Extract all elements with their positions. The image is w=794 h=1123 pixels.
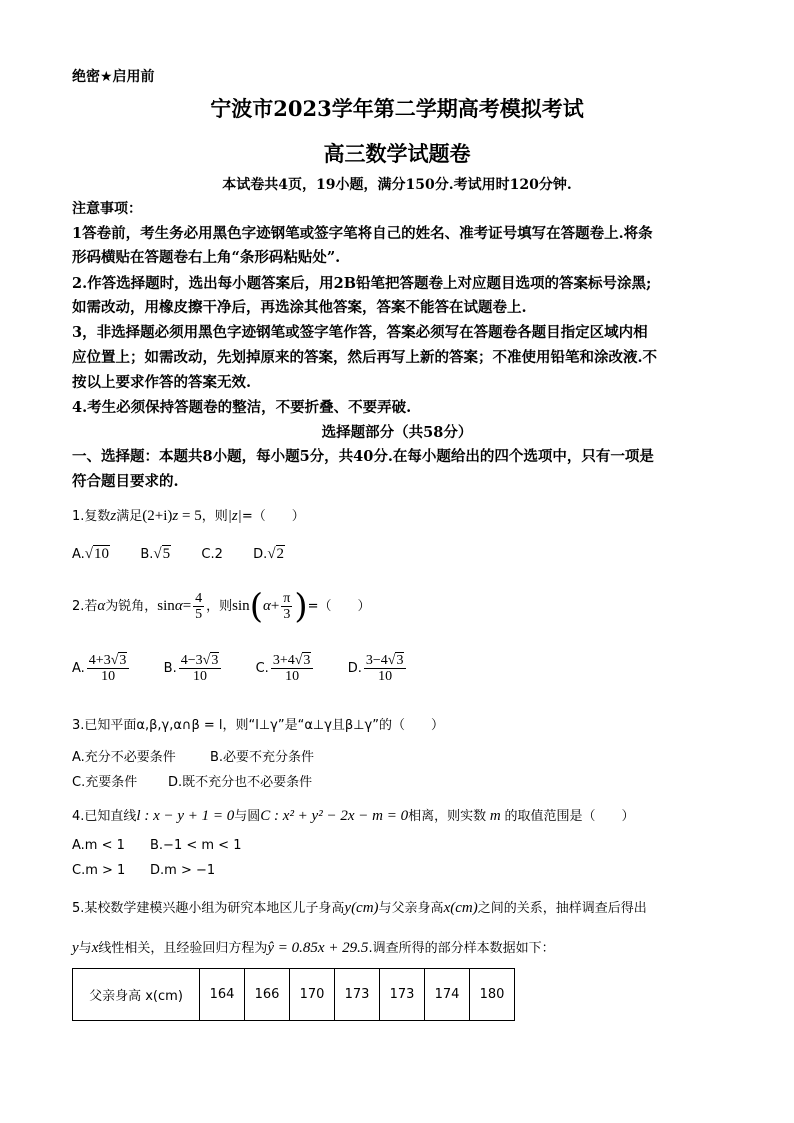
table-cell: 180	[470, 969, 515, 1021]
note-line: 按以上要求作答的答案无效.	[72, 374, 252, 391]
table-cell: 166	[245, 969, 290, 1021]
note-line: 如需改动，用橡皮擦干净后，再选涂其他答案，答案不能答在试题卷上.	[72, 299, 527, 316]
question-1-options	[72, 546, 285, 563]
section-title: 选择题部分（共58分）	[321, 424, 473, 441]
question-2-options	[72, 646, 408, 692]
note-line: 1答卷前，考生务必用黑色字迹钢笔或签字笔将自己的姓名、准考证号填写在答题卷上.将条	[72, 225, 653, 242]
question-5: 5.某校数学建模兴趣小组为研究本地区儿子身高y(cm)与父亲身高x(cm)之间的关系，抽样调查后得出	[72, 900, 647, 916]
exam-subtitle: 高三数学试题卷	[323, 141, 471, 166]
option-c: C. $\frac{3+4√3}{10}$	[256, 661, 316, 676]
option-b: B. $\frac{4-3√3}{10}$	[164, 661, 224, 676]
option-a: A.充分不必要条件	[72, 750, 176, 765]
table-header-cell: 父亲身高 x(cm)	[73, 969, 200, 1021]
note-line: 形码横贴在答题卷右上角“条形码粘贴处”.	[72, 249, 341, 266]
option-d: D.m > −1	[150, 863, 216, 878]
option-b: B.必要不充分条件	[210, 750, 315, 765]
table-row	[73, 969, 515, 1021]
option-a: A. $\frac{4+3√3}{10}$	[72, 661, 131, 676]
notes-heading: 注意事项：	[72, 201, 142, 217]
option-d: D.既不充分也不必要条件	[168, 775, 313, 790]
section-intro: 符合题目要求的.	[72, 473, 179, 490]
note-line: 应位置上；如需改动，先划掉原来的答案，然后再写上新的答案；不准使用铅笔和涂改液.不	[72, 349, 658, 366]
section-intro: 一、选择题：本题共8小题，每小题5分，共40分.在每小题给出的四个选项中，只有一项是	[72, 448, 654, 465]
note-line: 3，非选择题必须用黑色字迹钢笔或签字笔作答，答案必须写在答题卷各题目指定区域内相	[72, 324, 648, 341]
question-1: 1.复数z满足(2+i)z = 5，则|z|=（ ）	[72, 508, 305, 524]
table-cell: 164	[200, 969, 245, 1021]
note-line: 2.作答选择题时，选出每小题答案后，用2B铅笔把答题卷上对应题目选项的答案标号涂黑;	[72, 275, 652, 292]
option-d: D. $\frac{3-4√3}{10}$	[348, 661, 409, 676]
option-a: A.√10	[72, 546, 110, 562]
note-line: 4.考生必须保持答题卷的整洁，不要折叠、不要弄破.	[72, 399, 412, 416]
question-3: 3.已知平面α,β,γ,α∩β = l，则“l⊥γ”是“α⊥γ且β⊥γ”的（ ）	[72, 718, 444, 733]
option-c: C.充要条件	[72, 775, 138, 790]
question-2: 2.若α为锐角，sinα= $\frac{4}{5}$ ，则sin(α+ $\frac{\pi}{3}$ )=（ ）	[72, 586, 371, 627]
exam-info: 本试卷共4页，19小题，满分150分.考试用时120分钟.	[222, 177, 572, 193]
question-5-line-2: y与x线性相关，且经验回归方程为ŷ = 0.85x + 29.5.调查所得的部分样本数据如下：	[72, 940, 555, 956]
option-b: B.−1 < m < 1	[150, 838, 242, 853]
sample-data-table	[72, 968, 515, 1021]
table-cell: 173	[380, 969, 425, 1021]
question-4: 4.已知直线l : x − y + 1 = 0与圆C : x² + y² − 2x − m = 0相离，则实数 m 的取值范围是（ ）	[72, 808, 635, 824]
option-b: B.√5	[140, 546, 171, 562]
table-cell: 173	[335, 969, 380, 1021]
confidential-mark: 绝密★启用前	[72, 69, 155, 85]
option-d: D.√2	[253, 546, 285, 562]
table-cell: 170	[290, 969, 335, 1021]
option-c: C.m > 1	[72, 863, 126, 878]
option-c: C.2	[201, 547, 223, 562]
exam-title: 宁波市2023学年第二学期高考模拟考试	[210, 96, 584, 121]
option-a: A.m < 1	[72, 838, 125, 853]
table-cell: 174	[425, 969, 470, 1021]
